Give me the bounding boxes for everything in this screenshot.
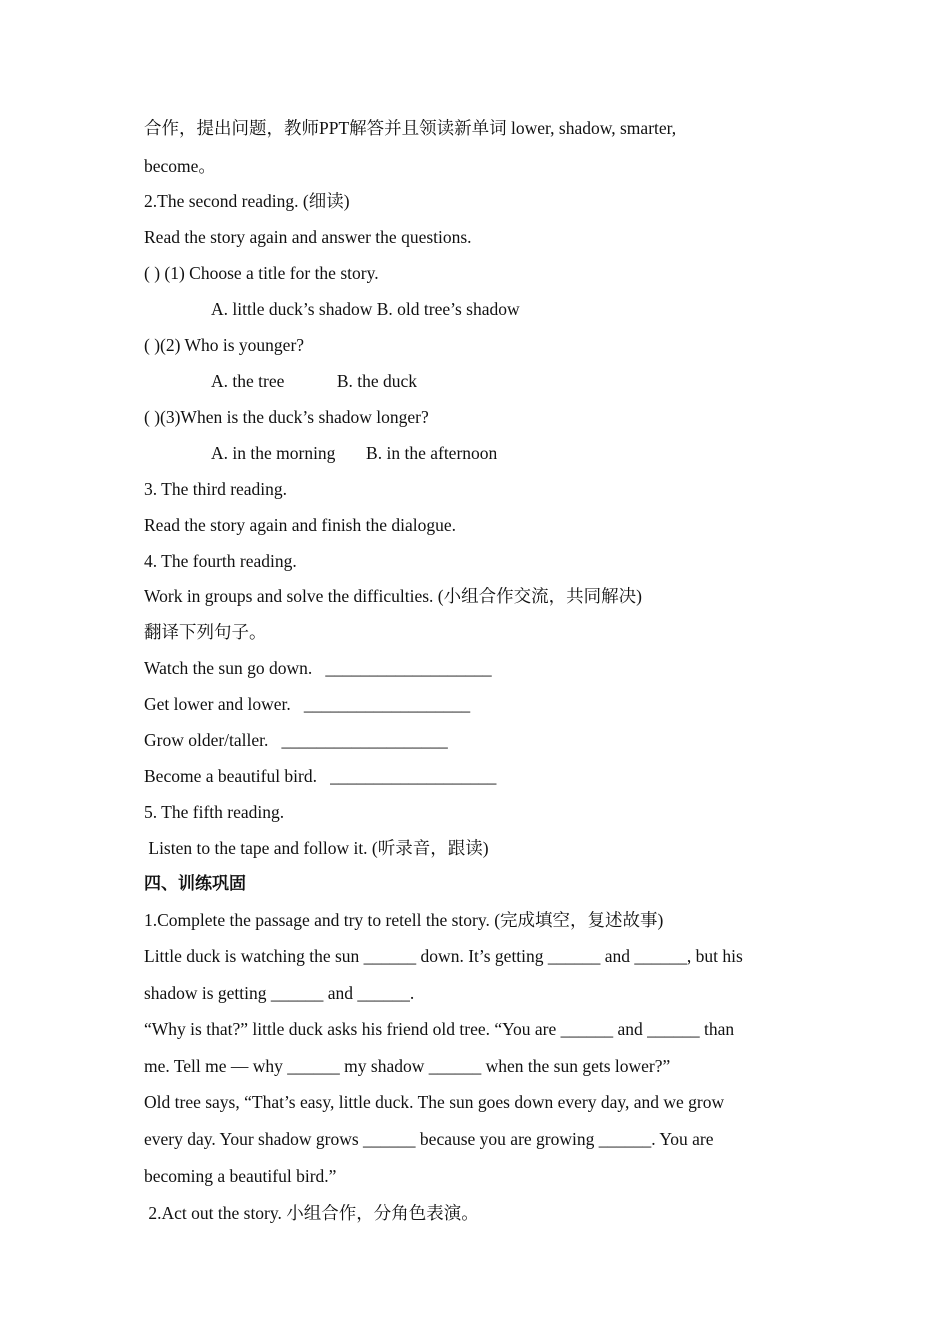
- question-1-options: A. little duck’s shadow B. old tree’s shadow: [211, 299, 520, 319]
- third-reading-instruction: Read the story again and finish the dialogue.: [144, 515, 457, 535]
- fifth-reading-heading: 5. The fifth reading.: [144, 802, 285, 822]
- passage-line-6: every day. Your shadow grows ______ because you are growing ______. You are: [144, 1129, 714, 1149]
- question-3: ( )(3)When is the duck’s shadow longer?: [144, 407, 429, 427]
- question-3-options: A. in the morning B. in the afternoon: [211, 443, 498, 463]
- exercise-2-instruction: 2.Act out the story. 小组合作，分角色表演。: [144, 1203, 479, 1223]
- passage-line-4: me. Tell me — why ______ my shadow ______ when the sun gets lower?”: [144, 1056, 671, 1076]
- section-heading: 四、训练巩固: [144, 874, 246, 894]
- fourth-reading-instruction: Work in groups and solve the difficulties. (小组合作交流，共同解决): [144, 586, 642, 606]
- second-reading-instruction: Read the story again and answer the questions.: [144, 227, 472, 247]
- question-2-options: A. the tree B. the duck: [211, 371, 418, 391]
- passage-line-3: “Why is that?” little duck asks his friend old tree. “You are ______ and ______ than: [144, 1019, 735, 1039]
- fourth-reading-heading: 4. The fourth reading.: [144, 551, 297, 571]
- translate-instruction: 翻译下列句子。: [144, 622, 267, 642]
- passage-line-7: becoming a beautiful bird.”: [144, 1166, 337, 1186]
- passage-line-2: shadow is getting ______ and ______.: [144, 983, 415, 1003]
- intro-line-2: become。: [144, 156, 216, 176]
- fifth-reading-instruction: Listen to the tape and follow it. (听录音，跟读): [144, 838, 489, 858]
- exercise-1-instruction: 1.Complete the passage and try to retell the story. (完成填空，复述故事): [144, 910, 664, 930]
- question-1: ( ) (1) Choose a title for the story.: [144, 263, 379, 283]
- passage-line-5: Old tree says, “That’s easy, little duck. The sun goes down every day, and we grow: [144, 1092, 725, 1112]
- translate-item-1: Watch the sun go down. ___________________: [144, 658, 492, 678]
- translate-item-2: Get lower and lower. ___________________: [144, 694, 471, 714]
- translate-item-4: Become a beautiful bird. ___________________: [144, 766, 497, 786]
- translate-item-3: Grow older/taller. ___________________: [144, 730, 448, 750]
- second-reading-heading: 2.The second reading. (细读): [144, 191, 350, 211]
- intro-line-1: 合作，提出问题，教师PPT解答并且领读新单词 lower, shadow, smarter,: [144, 118, 677, 138]
- third-reading-heading: 3. The third reading.: [144, 479, 288, 499]
- passage-line-1: Little duck is watching the sun ______ down. It’s getting ______ and ______, but his: [144, 946, 743, 966]
- question-2: ( )(2) Who is younger?: [144, 335, 305, 355]
